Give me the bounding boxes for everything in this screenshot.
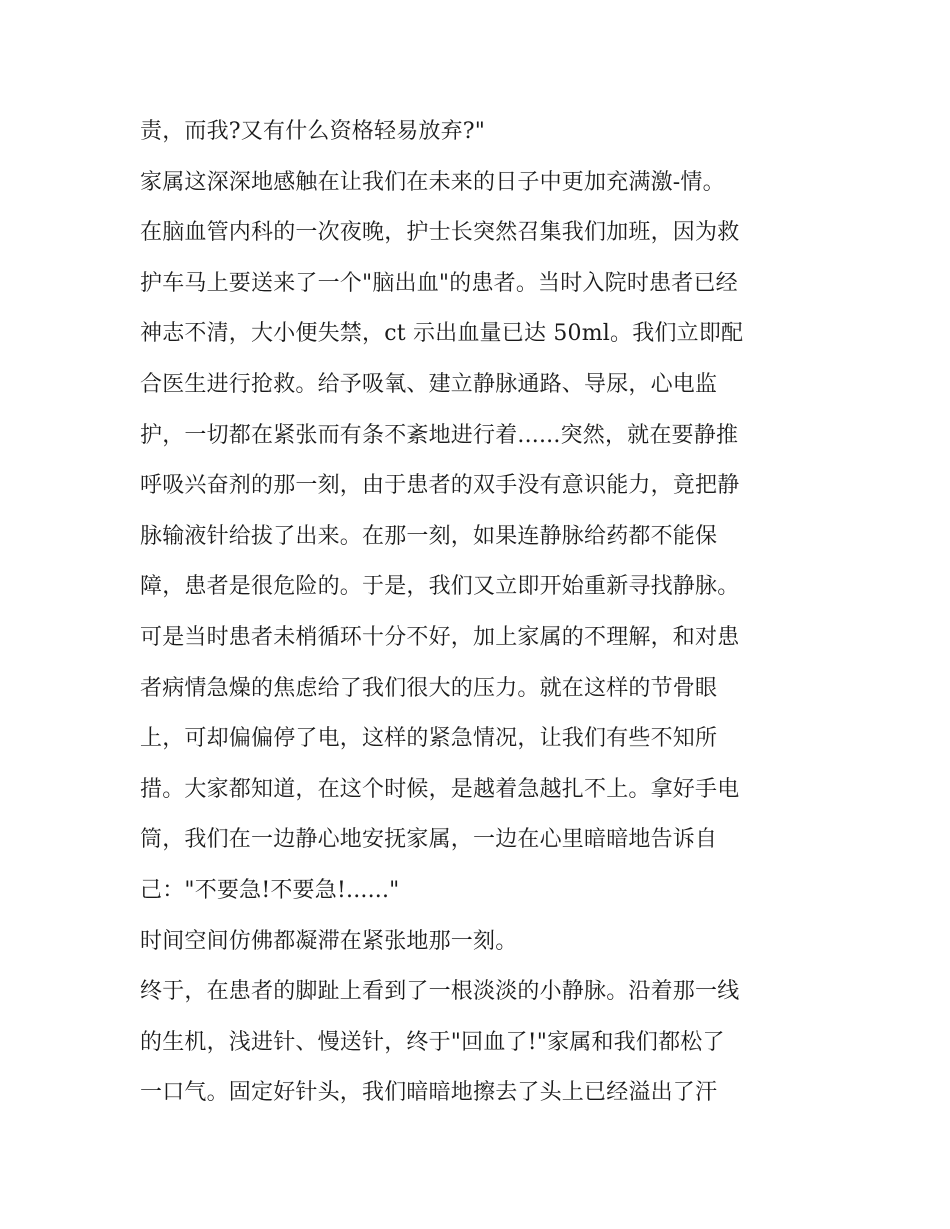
text-line: 己："不要急!不要急!......" (140, 877, 400, 903)
text-line: 呼吸兴奋剂的那一刻，由于患者的双手没有意识能力，竟把静 (140, 473, 740, 499)
text-line: 在脑血管内科的一次夜晚，护士长突然召集我们加班，因为救 (140, 220, 740, 246)
text-line: 上，可却偏偏停了电，这样的紧急情况，让我们有些不知所 (140, 726, 718, 752)
text-line: 筒，我们在一边静心地安抚家属，一边在心里暗暗地告诉自 (140, 827, 718, 853)
text-line: 措。大家都知道，在这个时候，是越着急越扎不上。拿好手电 (140, 776, 740, 802)
body-text (140, 107, 830, 1119)
text-line: 一口气。固定好针头，我们暗暗地擦去了头上已经溢出了汗 (140, 1080, 718, 1106)
text-line: 终于，在患者的脚趾上看到了一根淡淡的小静脉。沿着那一线 (140, 979, 740, 1005)
text-line: 护车马上要送来了一个"脑出血"的患者。当时入院时患者已经 (140, 270, 738, 296)
text-line: 时间空间仿佛都凝滞在紧张地那一刻。 (140, 928, 518, 954)
text-line: 可是当时患者未梢循环十分不好，加上家属的不理解，和对患 (140, 624, 740, 650)
text-line: 责，而我?又有什么资格轻易放弃?" (140, 119, 486, 144)
text-line: 护，一切都在紧张而有条不紊地进行着......突然，就在要静推 (140, 422, 739, 448)
text-line: 合医生进行抢救。给予吸氧、建立静脉通路、导尿，心电监 (140, 371, 718, 397)
text-line: 家属这深深地感触在让我们在未来的日子中更加充满激-情。 (140, 169, 725, 195)
text-line: 神志不清，大小便失禁，ct 示出血量已达 50ml。我们立即配 (140, 321, 744, 347)
text-line: 的生机，浅进针、慢送针，终于"回血了!"家属和我们都松了 (140, 1029, 725, 1055)
text-line: 者病情急燥的焦虑给了我们很大的压力。就在这样的节骨眼 (140, 675, 718, 701)
text-line: 障，患者是很危险的。于是，我们又立即开始重新寻找静脉。 (140, 574, 740, 600)
text-line: 脉输液针给拔了出来。在那一刻，如果连静脉给药都不能保 (140, 523, 718, 549)
